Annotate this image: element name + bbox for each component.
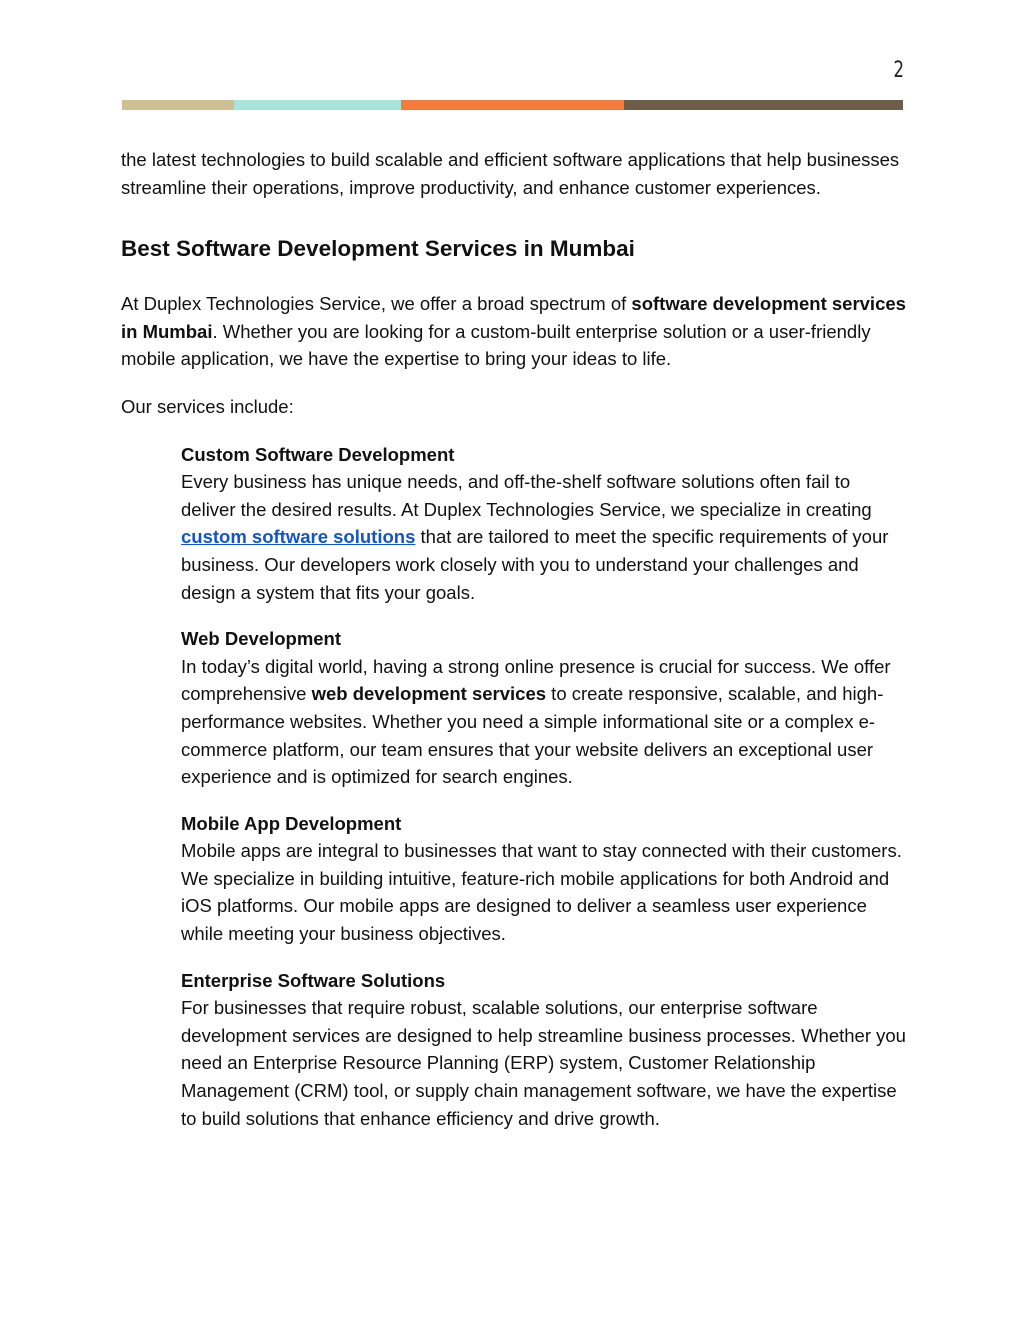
offer-text-before: At Duplex Technologies Service, we offer a broad spectrum of (121, 293, 632, 315)
color-bar-segment (122, 100, 234, 110)
service-custom-text-before: Every business has unique needs, and off-the-shelf software solutions often fail to deliver the desired results. At Duplex Technologies Service, we specialize in creating (181, 471, 872, 520)
color-bar-segment (401, 100, 624, 110)
services-intro: Our services include: (121, 395, 294, 417)
service-mobile-title: Mobile App Development (181, 812, 402, 834)
service-enterprise-title: Enterprise Software Solutions (181, 969, 446, 991)
intro-paragraph: the latest technologies to build scalable and efficient software applications that help businesses streamline their operations, improve productivity, and enhance customer experiences. (121, 149, 900, 198)
color-bar-segment (624, 100, 903, 110)
service-custom-title: Custom Software Development (181, 443, 455, 465)
page-number: 2 (893, 58, 904, 83)
service-web-text-bold: web development services (311, 683, 547, 705)
service-mobile-text: Mobile apps are integral to businesses that want to stay connected with their customers. We specialize in building intuitive, feature-rich mobile applications for both Android and iOS platforms. Our mobile apps are designed to deliver a seamless user experience while meeting your business objectives. (181, 840, 902, 945)
offer-text-bold: software development services in Mumbai (121, 293, 906, 342)
offer-text-after: . Whether you are looking for a custom-built enterprise solution or a user-friendly mobile application, we have the expertise to bring your ideas to life. (121, 320, 871, 370)
service-custom (181, 441, 906, 607)
color-bar-segment (234, 100, 401, 110)
document-body (121, 146, 906, 1151)
section-heading: Best Software Development Services in Mumbai (121, 236, 635, 262)
service-web (181, 625, 906, 791)
service-web-text-before: In today’s digital world, having a strong online presence is crucial for success. We offer comprehensive (181, 655, 891, 705)
service-web-title: Web Development (181, 628, 342, 650)
service-mobile (181, 810, 906, 948)
custom-software-solutions-link[interactable]: custom software solutions (181, 526, 416, 548)
service-web-text-after: to create responsive, scalable, and high-performance websites. Whether you need a simple informational site or a complex e-commerce platform, our team ensures that your website delivers an exceptional user experience and is optimized for search engines. (181, 683, 884, 788)
service-custom-text-after: that are tailored to meet the specific requirements of your business. Our developers work closely with you to understand your challenges and design a system that fits your goals. (181, 526, 889, 603)
offer-paragraph (121, 290, 906, 373)
header-color-bar (122, 100, 903, 110)
service-enterprise (181, 967, 906, 1133)
service-enterprise-text: For businesses that require robust, scalable solutions, our enterprise software development services are designed to help streamline business processes. Whether you need an Enterprise Resource Planning (ERP) system, Customer Relationship Management (CRM) tool, or supply chain management software, we have the expertise to build solutions that enhance efficiency and drive growth. (181, 997, 906, 1129)
